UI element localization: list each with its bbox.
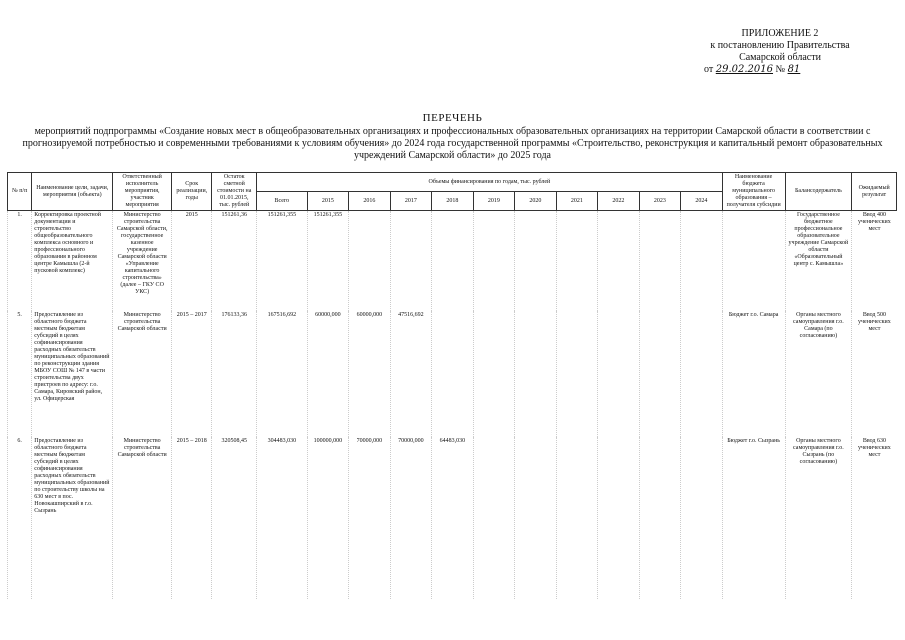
cell-term: 2015 – 2018 — [172, 437, 212, 599]
table-row — [8, 311, 897, 437]
cell-year — [598, 437, 640, 599]
heading-title: ПЕРЕЧЕНЬ — [422, 112, 483, 124]
cell-year — [515, 437, 557, 599]
cell-result: Ввод 630 ученических мест — [852, 437, 897, 599]
cell-year — [556, 211, 598, 312]
header-remaining: Остаток сметной стоимости на 01.01.2015, тыс. рублей — [212, 173, 257, 211]
header-year: 2021 — [556, 192, 598, 211]
cell-year — [473, 437, 515, 599]
cell-year — [681, 311, 723, 437]
header-year: 2019 — [473, 192, 515, 211]
cell-year: 60000,000 — [307, 311, 349, 437]
cell-num: 1. — [8, 211, 32, 312]
cell-remaining: 176133,36 — [212, 311, 257, 437]
cell-remaining: 151261,36 — [212, 211, 257, 312]
date-prefix: от — [704, 64, 714, 75]
header-budget: Наименование бюджета муниципального образования – получателя субсидии — [722, 173, 785, 211]
header-name: Наименование цели, задачи, мероприятия (объекта) — [32, 173, 113, 211]
cell-year: 70000,000 — [390, 437, 432, 599]
cell-year — [639, 437, 681, 599]
appendix-line-1: к постановлению Правительства — [710, 40, 850, 51]
cell-year — [556, 437, 598, 599]
cell-holder: Органы местного самоуправления г.о. Сызрань (по согласованию) — [785, 437, 852, 599]
table-row — [8, 211, 897, 312]
cell-year — [473, 311, 515, 437]
cell-year — [349, 211, 391, 312]
header-total: Всего — [257, 192, 308, 211]
header-year: 2017 — [390, 192, 432, 211]
header-result: Ожидаемый результат — [852, 173, 897, 211]
cell-total: 304483,030 — [257, 437, 308, 599]
measures-table — [7, 172, 897, 599]
header-year: 2020 — [515, 192, 557, 211]
cell-year — [598, 311, 640, 437]
header-year: 2024 — [681, 192, 723, 211]
number-value: 81 — [787, 64, 801, 75]
document-heading — [10, 112, 895, 162]
appendix-date-line — [690, 64, 870, 76]
header-num: № п/п — [8, 173, 32, 211]
cell-year — [473, 211, 515, 312]
cell-year: 100000,000 — [307, 437, 349, 599]
heading-text: мероприятий подпрограммы «Создание новых мест в общеобразовательных организациях и профессиональных образовательных организациях на территории Самарской области в соответствии с прогнозируемой потребностью и современными требованиями к условиям обучения» до 2024 года государственной программы «Строительство, реконструкция и капитальный ремонт образовательных учреждений Самарской области» до 2025 года — [22, 126, 883, 161]
header-year: 2018 — [432, 192, 474, 211]
appendix-title: ПРИЛОЖЕНИЕ 2 — [741, 28, 819, 39]
cell-year: 70000,000 — [349, 437, 391, 599]
cell-budget: Бюджет г.о. Сызрань — [722, 437, 785, 599]
cell-name: Предоставление из областного бюджета местным бюджетам субсидий в целях софинансирования расходных обязательств муниципальных образований по строительству школы на 630 мест в пос. Новокашпирский в г.о. Сызрань — [32, 437, 113, 599]
cell-year: 47516,692 — [390, 311, 432, 437]
cell-name: Корректировка проектной документации и строительство общеобразовательного комплекса основного и профессионального образования в районном центре Камышла (2-й пусковой комплекс) — [32, 211, 113, 312]
cell-year: 60000,000 — [349, 311, 391, 437]
cell-year — [639, 311, 681, 437]
cell-year — [515, 211, 557, 312]
cell-year: 64483,030 — [432, 437, 474, 599]
cell-total: 167516,692 — [257, 311, 308, 437]
number-prefix: № — [775, 64, 786, 75]
cell-year — [639, 211, 681, 312]
header-term: Срок реализации, годы — [172, 173, 212, 211]
appendix-line-2: Самарской области — [739, 52, 821, 63]
cell-year — [681, 437, 723, 599]
cell-year — [432, 211, 474, 312]
header-financing: Объемы финансирования по годам, тыс. рублей — [257, 173, 723, 192]
cell-result: Ввод 400 ученических мест — [852, 211, 897, 312]
cell-budget: Бюджет г.о. Самара — [722, 311, 785, 437]
header-executor: Ответственный исполнитель мероприятия, участник мероприятия — [113, 173, 172, 211]
cell-executor: Министерство строительства Самарской области, государственное казенное учреждение Самарской области «Управление капитального строительства» (далее – ГКУ СО УКС) — [113, 211, 172, 312]
cell-year — [556, 311, 598, 437]
cell-year: 151261,355 — [307, 211, 349, 312]
cell-term: 2015 — [172, 211, 212, 312]
cell-budget — [722, 211, 785, 312]
cell-num: 5. — [8, 311, 32, 437]
cell-year — [598, 211, 640, 312]
cell-holder: Органы местного самоуправления г.о. Самара (по согласованию) — [785, 311, 852, 437]
cell-year — [390, 211, 432, 312]
cell-year — [432, 311, 474, 437]
cell-remaining: 320508,45 — [212, 437, 257, 599]
header-year: 2022 — [598, 192, 640, 211]
header-year: 2023 — [639, 192, 681, 211]
header-row-top — [8, 173, 897, 192]
header-year: 2016 — [349, 192, 391, 211]
table-row — [8, 437, 897, 599]
date-value: 29.02.2016 — [715, 64, 774, 75]
cell-result: Ввод 500 ученических мест — [852, 311, 897, 437]
cell-num: 6. — [8, 437, 32, 599]
appendix-block — [690, 28, 870, 76]
cell-term: 2015 – 2017 — [172, 311, 212, 437]
header-year: 2015 — [307, 192, 349, 211]
cell-total: 151261,355 — [257, 211, 308, 312]
cell-holder: Государственное бюджетное профессиональное образовательное учреждение Самарской области «Образовательный центр с. Камышла» — [785, 211, 852, 312]
cell-year — [681, 211, 723, 312]
cell-year — [515, 311, 557, 437]
cell-executor: Министерство строительства Самарской области — [113, 311, 172, 437]
cell-name: Предоставление из областного бюджета местным бюджетам субсидий в целях софинансирования расходных обязательств муниципальных образований по реконструкции здания МБОУ СОШ № 147 в части строительства двух пристроев по адресу: г.о. Самара, Кировский район, ул. Офицерская — [32, 311, 113, 437]
cell-executor: Министерство строительства Самарской области — [113, 437, 172, 599]
header-holder: Балансодержатель — [785, 173, 852, 211]
